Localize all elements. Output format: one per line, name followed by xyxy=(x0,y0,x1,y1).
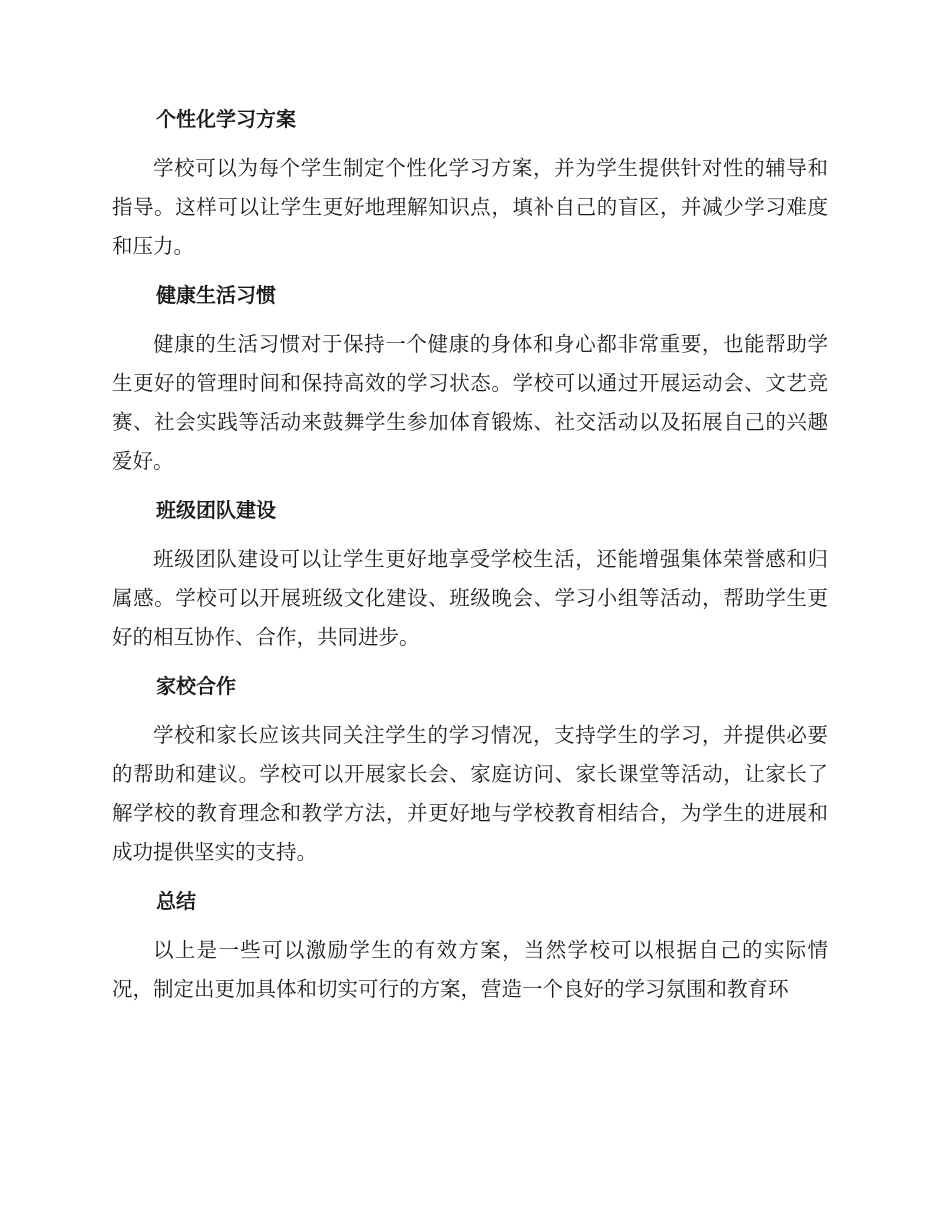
section-heading: 班级团队建设 xyxy=(156,498,276,522)
section-paragraph: 以上是一些可以激励学生的有效方案，当然学校可以根据自己的实际情况，制定出更加具体和切实可行的方案，营造一个良好的学习氛围和教育环 xyxy=(112,938,828,1001)
section-healthy-habits xyxy=(112,281,828,481)
document-page xyxy=(112,105,828,1024)
section-paragraph: 学校和家长应该共同关注学生的学习情况，支持学生的学习，并提供必要的帮助和建议。学校可以开展家长会、家庭访问、家长课堂等活动，让家长了解学校的教育理念和教学方法，并更好地与学校教育相结合，为学生的进展和成功提供坚实的支持。 xyxy=(112,723,828,864)
section-paragraph: 学校可以为每个学生制定个性化学习方案，并为学生提供针对性的辅导和指导。这样可以让学生更好地理解知识点，填补自己的盲区，并减少学习难度和压力。 xyxy=(112,156,828,258)
section-heading: 总结 xyxy=(156,889,196,913)
section-heading: 健康生活习惯 xyxy=(156,283,276,307)
section-personalized-learning xyxy=(112,105,828,266)
section-home-school-cooperation xyxy=(112,672,828,872)
section-class-team-building xyxy=(112,496,828,657)
section-summary xyxy=(112,887,828,1009)
section-paragraph: 班级团队建设可以让学生更好地享受学校生活，还能增强集体荣誉感和归属感。学校可以开展班级文化建设、班级晚会、学习小组等活动，帮助学生更好的相互协作、合作，共同进步。 xyxy=(112,547,828,649)
section-heading: 个性化学习方案 xyxy=(156,107,296,131)
section-heading: 家校合作 xyxy=(156,674,236,698)
section-paragraph: 健康的生活习惯对于保持一个健康的身体和身心都非常重要，也能帮助学生更好的管理时间和保持高效的学习状态。学校可以通过开展运动会、文艺竞赛、社会实践等活动来鼓舞学生参加体育锻炼、社交活动以及拓展自己的兴趣爱好。 xyxy=(112,332,828,473)
